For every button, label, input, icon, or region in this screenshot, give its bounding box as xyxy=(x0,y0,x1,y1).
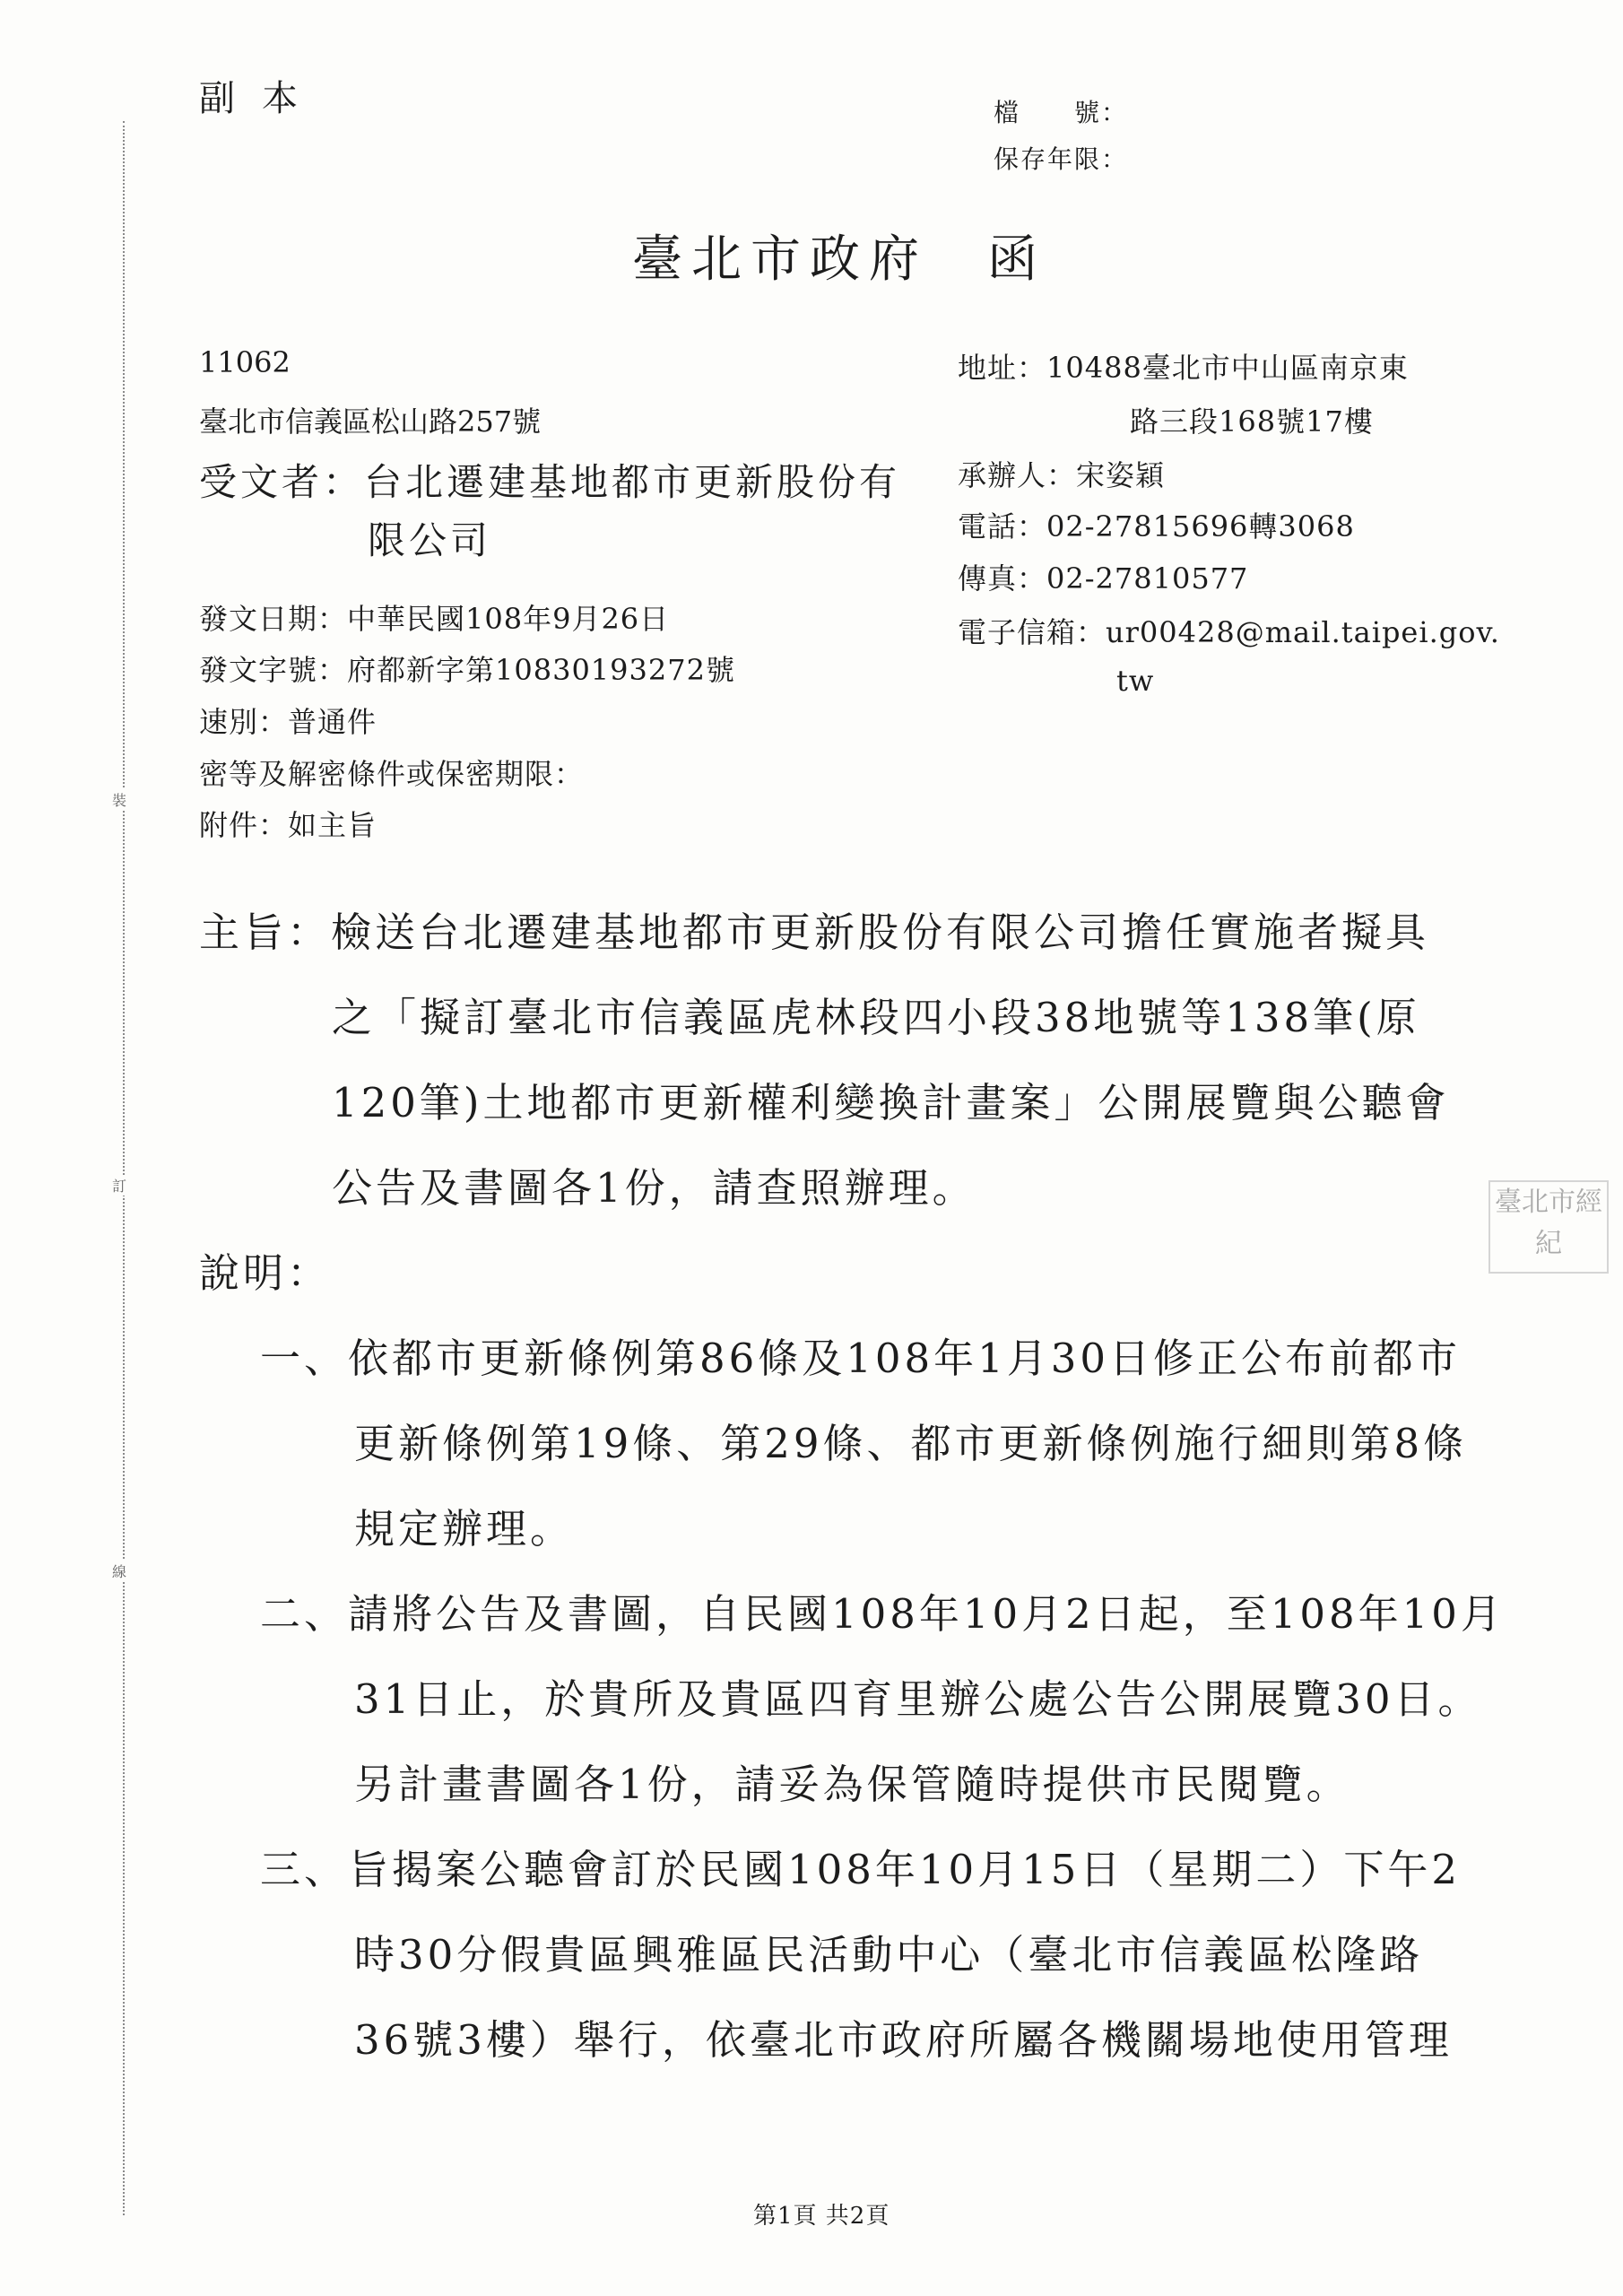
file-number-label: 檔 號： xyxy=(994,98,1129,127)
speed-class: 速別：普通件 xyxy=(199,705,378,739)
contact-address-line2: 路三段168號17樓 xyxy=(1130,404,1374,439)
explanation-item-1-line3: 規定辦理。 xyxy=(354,1505,575,1552)
explanation-item-2-line2: 31日止，於貴所及貴區四育里辦公處公告公開展覽30日。 xyxy=(354,1675,1482,1723)
explanation-item-3-line3: 36號3樓）舉行，依臺北市政府所屬各機關場地使用管理 xyxy=(354,2016,1453,2064)
attachment: 附件：如主旨 xyxy=(199,808,378,842)
sender-address: 臺北市信義區松山路257號 xyxy=(199,404,542,439)
binding-mark-xian: 線 xyxy=(112,1561,126,1581)
binding-mark-ding: 訂 xyxy=(112,1175,126,1196)
contact-fax: 傳真：02-27810577 xyxy=(958,561,1249,596)
stamp-text: 臺北市經紀 xyxy=(1495,1187,1602,1259)
subject-line2: 之「擬訂臺北市信義區虎林段四小段38地號等138筆(原 xyxy=(332,994,1420,1041)
explanation-item-2-line3: 另計畫書圖各1份，請妥為保管隨時提供市民閱覽。 xyxy=(354,1761,1350,1808)
binding-mark-zhuang: 裝 xyxy=(112,789,126,810)
binding-line xyxy=(123,121,125,2215)
explanation-item-1-line2: 更新條例第19條、第29條、都市更新條例施行細則第8條 xyxy=(354,1420,1468,1467)
contact-phone: 電話：02-27815696轉3068 xyxy=(958,509,1355,544)
sender-postal-code: 11062 xyxy=(199,345,291,379)
contact-handler: 承辦人：宋姿穎 xyxy=(958,458,1166,492)
contact-email-line1: 電子信箱：ur00428@mail.taipei.gov. xyxy=(958,615,1500,649)
recipient-line1: 受文者：台北遷建基地都市更新股份有 xyxy=(199,460,901,504)
copy-label: 副本 xyxy=(199,78,325,119)
explanation-item-3-line1: 三、旨揭案公聽會訂於民國108年10月15日（星期二）下午2 xyxy=(260,1846,1462,1893)
recipient-line2: 限公司 xyxy=(368,518,492,562)
secrecy-condition: 密等及解密條件或保密期限： xyxy=(199,757,585,791)
received-stamp xyxy=(1488,1180,1609,1274)
explanation-item-2-line1: 二、請將公告及書圖，自民國108年10月2日起，至108年10月 xyxy=(260,1590,1505,1638)
document-title: 臺北市政府 函 xyxy=(632,230,1046,289)
explanation-heading: 說明： xyxy=(199,1249,332,1297)
subject-line3: 120筆)土地都市更新權利變換計畫案」公開展覽與公聽會 xyxy=(332,1079,1450,1126)
contact-address-line1: 地址：10488臺北市中山區南京東 xyxy=(958,351,1409,385)
retention-label: 保存年限： xyxy=(994,144,1129,174)
subject-line4: 公告及書圖各1份，請查照辦理。 xyxy=(332,1164,976,1212)
contact-email-line2: tw xyxy=(1116,664,1155,698)
subject-line1: 主旨：檢送台北遷建基地都市更新股份有限公司擔任實施者擬具 xyxy=(199,909,1430,956)
document-number: 發文字號：府都新字第10830193272號 xyxy=(199,653,735,687)
page-info: 第1頁 共2頁 xyxy=(753,2203,890,2230)
explanation-item-3-line2: 時30分假貴區興雅區民活動中心（臺北市信義區松隆路 xyxy=(354,1931,1424,1979)
explanation-item-1-line1: 一、依都市更新條例第86條及108年1月30日修正公布前都市 xyxy=(260,1335,1462,1382)
issue-date: 發文日期：中華民國108年9月26日 xyxy=(199,602,670,636)
